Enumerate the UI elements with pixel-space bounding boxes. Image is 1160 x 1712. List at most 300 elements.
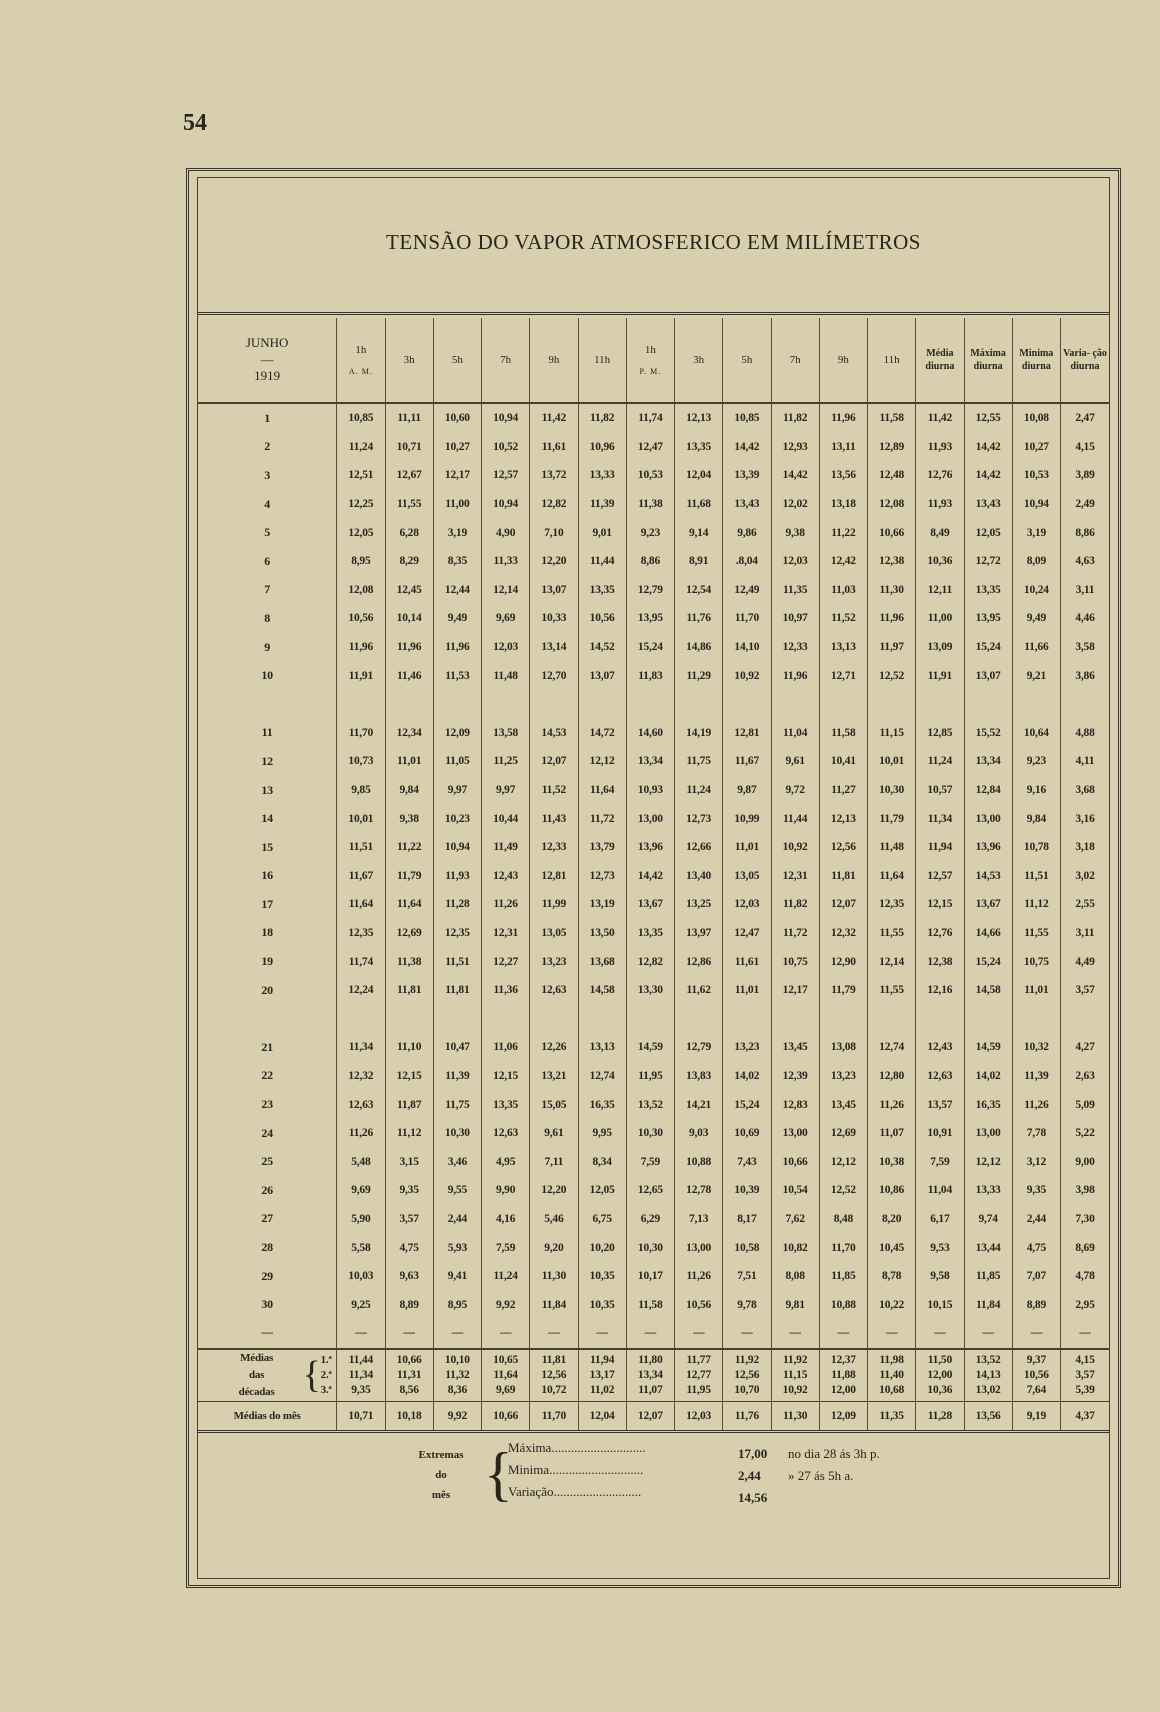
day-number: 3 (264, 467, 271, 482)
value-cell: 10,27 (433, 433, 481, 462)
value-cell: 12,04 (675, 461, 723, 490)
value-cell: 10,35 (578, 1262, 626, 1291)
value-cell: 11,29 (675, 661, 723, 690)
value-cell: 9,23 (1012, 747, 1060, 776)
value-cell: 10,52 (482, 433, 530, 462)
value-cell: 13,23 (530, 947, 578, 976)
value-cell: 15,24 (964, 633, 1012, 662)
value-cell: 9,23 (626, 518, 674, 547)
day-number: 14 (261, 811, 273, 826)
value-cell: 10,66 (771, 1147, 819, 1176)
value-cell: 12,35 (868, 890, 916, 919)
day-number: 18 (261, 925, 273, 940)
value-cell: 12,24 (337, 976, 385, 1005)
value-cell: 12,03 (771, 547, 819, 576)
value-cell: 8,95 (337, 547, 385, 576)
value-cell: 9,61 (771, 747, 819, 776)
dash-cell: — (578, 1319, 626, 1349)
value-cell: 11,07 (868, 1119, 916, 1148)
value-cell: 12,33 (771, 633, 819, 662)
value-cell: 14,86 (675, 633, 723, 662)
value-cell: 6,17 (916, 1205, 964, 1234)
value-cell: 12,13 (675, 403, 723, 433)
value-cell: 8,09 (1012, 547, 1060, 576)
value-cell: 11,58 (819, 719, 867, 748)
value-cell: 14,58 (578, 976, 626, 1005)
value-cell: 12,52 (868, 661, 916, 690)
value-cell: 12,55 (964, 403, 1012, 433)
gap-cell (1012, 690, 1060, 719)
value-cell: 13,40 (675, 862, 723, 891)
day-number: 22 (261, 1068, 273, 1083)
value-cell: 14,59 (626, 1033, 674, 1062)
value-cell: 14,60 (626, 719, 674, 748)
value-cell: 12,20 (530, 547, 578, 576)
value-cell: 11,39 (578, 490, 626, 519)
value-cell: 11,72 (578, 804, 626, 833)
dash-cell: — (964, 1319, 1012, 1349)
value-cell: 12,15 (385, 1062, 433, 1091)
day-number: 16 (261, 868, 273, 883)
value-cell: 10,23 (433, 804, 481, 833)
dash-cell: — (723, 1319, 771, 1349)
value-cell: 10,88 (675, 1147, 723, 1176)
extremes-brace: { (484, 1441, 513, 1507)
column-header: 3h (385, 318, 433, 403)
value-cell: 11,94 (916, 833, 964, 862)
value-cell: 13,58 (482, 719, 530, 748)
month-header (198, 318, 337, 403)
value-cell: 13,95 (964, 604, 1012, 633)
table-row (198, 1290, 1109, 1319)
value-cell: 12,76 (916, 461, 964, 490)
decade-means-cell: 13,52 14,13 13,02 (964, 1349, 1012, 1402)
value-cell: 9,25 (337, 1290, 385, 1319)
gap-cell (819, 1004, 867, 1033)
value-cell: 11,96 (337, 633, 385, 662)
decade-means-cell: 11,50 12,00 10,36 (916, 1349, 964, 1402)
value-cell: 8,78 (868, 1262, 916, 1291)
day-number: 19 (261, 954, 273, 969)
value-cell: 11,11 (385, 403, 433, 433)
value-cell: 11,74 (626, 403, 674, 433)
header-row (198, 318, 1109, 403)
value-cell: 11,61 (723, 947, 771, 976)
value-cell: 11,01 (1012, 976, 1060, 1005)
value-cell: 2,55 (1061, 890, 1110, 919)
value-cell: 16,35 (964, 1090, 1012, 1119)
value-cell: 12,11 (916, 576, 964, 605)
value-cell: 12,08 (337, 576, 385, 605)
value-cell: 13,13 (578, 1033, 626, 1062)
gap-cell (385, 690, 433, 719)
table-row (198, 403, 1109, 433)
table-row (198, 1233, 1109, 1262)
gap-cell (530, 690, 578, 719)
day-number: 30 (261, 1297, 273, 1312)
value-cell: 8,91 (675, 547, 723, 576)
value-cell: 12,89 (868, 433, 916, 462)
value-cell: 3,02 (1061, 862, 1110, 891)
value-cell: 12,02 (771, 490, 819, 519)
value-cell: 14,66 (964, 919, 1012, 948)
monthly-means-cell: 10,66 (482, 1401, 530, 1432)
value-cell: 10,17 (626, 1262, 674, 1291)
value-cell: 7,43 (723, 1147, 771, 1176)
gap-cell (1061, 690, 1110, 719)
value-cell: 9,84 (1012, 804, 1060, 833)
value-cell: 13,97 (675, 919, 723, 948)
value-cell: 11,48 (868, 833, 916, 862)
value-cell: 9,16 (1012, 776, 1060, 805)
table-row (198, 518, 1109, 547)
value-cell: 13,35 (482, 1090, 530, 1119)
value-cell: 14,10 (723, 633, 771, 662)
value-cell: 10,20 (578, 1233, 626, 1262)
value-cell: 14,52 (578, 633, 626, 662)
value-cell: 6,29 (626, 1205, 674, 1234)
value-cell: 9,81 (771, 1290, 819, 1319)
value-cell: 11,48 (482, 661, 530, 690)
value-cell: 9,49 (1012, 604, 1060, 633)
value-cell: 11,64 (337, 890, 385, 919)
decade-label-line: décadas (238, 1385, 275, 1398)
value-cell: 13,83 (675, 1062, 723, 1091)
value-cell: 13,35 (626, 919, 674, 948)
value-cell: 12,42 (819, 547, 867, 576)
value-cell: 11,81 (819, 862, 867, 891)
value-cell: 9,86 (723, 518, 771, 547)
gap-cell (771, 1004, 819, 1033)
value-cell: 11,22 (819, 518, 867, 547)
value-cell: 11,93 (916, 490, 964, 519)
column-header: 9h (819, 318, 867, 403)
value-cell: 11,52 (530, 776, 578, 805)
extreme-max: Máxima............................. 17,00 no dia 28 ás 3h p. (508, 1440, 880, 1461)
monthly-means-cell: 12,07 (626, 1401, 674, 1432)
value-cell: 11,24 (337, 433, 385, 462)
value-cell: 9,69 (482, 604, 530, 633)
value-cell: 10,94 (482, 490, 530, 519)
value-cell: 11,01 (723, 976, 771, 1005)
value-cell: 9,97 (433, 776, 481, 805)
value-cell: 12,67 (385, 461, 433, 490)
value-cell: 11,42 (530, 403, 578, 433)
gap-cell (916, 1004, 964, 1033)
gap-cell (198, 1004, 337, 1033)
value-cell: 10,44 (482, 804, 530, 833)
value-cell: 10,08 (1012, 403, 1060, 433)
value-cell: 11,15 (868, 719, 916, 748)
value-cell: 12,63 (530, 976, 578, 1005)
value-cell: 10,35 (578, 1290, 626, 1319)
column-header: Varia- ção diurna (1061, 318, 1110, 403)
value-cell: 15,24 (723, 1090, 771, 1119)
title-divider (198, 312, 1109, 315)
extreme-variation: Variação........................... 14,56 (508, 1484, 768, 1505)
value-cell: 13,00 (771, 1119, 819, 1148)
value-cell: 14,42 (964, 433, 1012, 462)
value-cell: 10,92 (771, 833, 819, 862)
value-cell: 12,05 (578, 1176, 626, 1205)
value-cell: 10,69 (723, 1119, 771, 1148)
decade-means-cell: 11,44 11,34 9,35 (337, 1349, 385, 1402)
value-cell: 11,55 (868, 919, 916, 948)
value-cell: 10,14 (385, 604, 433, 633)
value-cell: 14,42 (626, 862, 674, 891)
value-cell: 10,27 (1012, 433, 1060, 462)
value-cell: 12,63 (482, 1119, 530, 1148)
value-cell: 10,38 (868, 1147, 916, 1176)
value-cell: 12,14 (868, 947, 916, 976)
decade-label-line: das (248, 1368, 265, 1381)
dash-cell: — (868, 1319, 916, 1349)
value-cell: 8,69 (1061, 1233, 1110, 1262)
value-cell: 12,07 (530, 747, 578, 776)
value-cell: 11,28 (433, 890, 481, 919)
value-cell: 11,34 (916, 804, 964, 833)
value-cell: 11,64 (578, 776, 626, 805)
value-cell: 10,96 (578, 433, 626, 462)
day-number: 23 (261, 1097, 273, 1112)
decade-means-cell: 11,92 12,56 10,70 (723, 1349, 771, 1402)
value-cell: 15,52 (964, 719, 1012, 748)
value-cell: 12,03 (482, 633, 530, 662)
value-cell: 9,14 (675, 518, 723, 547)
value-cell: 13,30 (626, 976, 674, 1005)
table-row (198, 1119, 1109, 1148)
value-cell: 8,20 (868, 1205, 916, 1234)
value-cell: 10,92 (723, 661, 771, 690)
monthly-means-cell: 11,70 (530, 1401, 578, 1432)
value-cell: 14,21 (675, 1090, 723, 1119)
value-cell: 12,81 (723, 719, 771, 748)
dash-cell: — (1061, 1319, 1110, 1349)
value-cell: 13,07 (530, 576, 578, 605)
value-cell: 11,75 (675, 747, 723, 776)
value-cell: 11,70 (723, 604, 771, 633)
day-number: 11 (261, 725, 273, 740)
value-cell: 11,79 (819, 976, 867, 1005)
monthly-means-row (198, 1401, 1109, 1432)
column-header: 9h (530, 318, 578, 403)
value-cell: 5,58 (337, 1233, 385, 1262)
value-cell: 12,17 (771, 976, 819, 1005)
value-cell: 13,45 (771, 1033, 819, 1062)
value-cell: 11,91 (916, 661, 964, 690)
value-cell: 9,69 (337, 1176, 385, 1205)
value-cell: 11,25 (482, 747, 530, 776)
value-cell: 11,26 (868, 1090, 916, 1119)
value-cell: 3,57 (385, 1205, 433, 1234)
monthly-means-cell: 4,37 (1061, 1401, 1110, 1432)
value-cell: 5,90 (337, 1205, 385, 1234)
gap-cell (723, 1004, 771, 1033)
value-cell: 4,95 (482, 1147, 530, 1176)
gap-cell (385, 1004, 433, 1033)
value-cell: 13,72 (530, 461, 578, 490)
value-cell: 12,76 (916, 919, 964, 948)
month-year: 1919 (254, 368, 281, 384)
value-cell: 4,46 (1061, 604, 1110, 633)
value-cell: 13,21 (530, 1062, 578, 1091)
value-cell: 12,65 (626, 1176, 674, 1205)
value-cell: 9,58 (916, 1262, 964, 1291)
decade-ordinal: 2.ª (320, 1368, 332, 1381)
value-cell: 10,64 (1012, 719, 1060, 748)
value-cell: 12,48 (868, 461, 916, 490)
table-row (198, 947, 1109, 976)
value-cell: 9,53 (916, 1233, 964, 1262)
value-cell: 11,24 (675, 776, 723, 805)
dash-cell: — (916, 1319, 964, 1349)
value-cell: 4,63 (1061, 547, 1110, 576)
value-cell: 10,30 (626, 1119, 674, 1148)
value-cell: 11,30 (868, 576, 916, 605)
value-cell: 12,49 (723, 576, 771, 605)
monthly-means-cell: 12,04 (578, 1401, 626, 1432)
value-cell: 13,43 (723, 490, 771, 519)
value-cell: 12,45 (385, 576, 433, 605)
table-row (198, 1090, 1109, 1119)
value-cell: 5,09 (1061, 1090, 1110, 1119)
value-cell: 10,58 (723, 1233, 771, 1262)
value-cell: 12,12 (578, 747, 626, 776)
value-cell: 6,28 (385, 518, 433, 547)
value-cell: 9,63 (385, 1262, 433, 1291)
monthly-means-cell: 12,03 (675, 1401, 723, 1432)
dash-cell: — (261, 1327, 273, 1340)
value-cell: 12,81 (530, 862, 578, 891)
gap-cell (868, 1004, 916, 1033)
value-cell: 12,33 (530, 833, 578, 862)
value-cell: 12,15 (482, 1062, 530, 1091)
value-cell: 10,60 (433, 403, 481, 433)
value-cell: 7,51 (723, 1262, 771, 1291)
gap-cell (337, 1004, 385, 1033)
value-cell: 11,52 (819, 604, 867, 633)
value-cell: 10,30 (626, 1233, 674, 1262)
value-cell: 13,67 (626, 890, 674, 919)
value-cell: 10,39 (723, 1176, 771, 1205)
value-cell: 10,57 (916, 776, 964, 805)
value-cell: 13,18 (819, 490, 867, 519)
value-cell: 11,95 (626, 1062, 674, 1091)
value-cell: 11,24 (916, 747, 964, 776)
value-cell: 11,01 (723, 833, 771, 862)
value-cell: 11,96 (771, 661, 819, 690)
value-cell: 12,78 (675, 1176, 723, 1205)
value-cell: 10,36 (916, 547, 964, 576)
gap-cell (626, 1004, 674, 1033)
dash-cell: — (482, 1319, 530, 1349)
value-cell: 9,95 (578, 1119, 626, 1148)
value-cell: 14,19 (675, 719, 723, 748)
extreme-min: Minima............................. 2,44 » 27 ás 5h a. (508, 1462, 854, 1483)
value-cell: 4,90 (482, 518, 530, 547)
value-cell: 11,85 (964, 1262, 1012, 1291)
value-cell: 11,91 (337, 661, 385, 690)
value-cell: 12,57 (916, 862, 964, 891)
value-cell: 12,27 (482, 947, 530, 976)
value-cell: 12,73 (578, 862, 626, 891)
day-number: 2 (264, 439, 271, 454)
value-cell: 11,51 (337, 833, 385, 862)
value-cell: 3,68 (1061, 776, 1110, 805)
value-cell: 11,97 (868, 633, 916, 662)
value-cell: 13,00 (964, 1119, 1012, 1148)
value-cell: 13,45 (819, 1090, 867, 1119)
value-cell: 12,38 (868, 547, 916, 576)
value-cell: 13,44 (964, 1233, 1012, 1262)
value-cell: 11,27 (819, 776, 867, 805)
value-cell: 11,67 (337, 862, 385, 891)
month-name: JUNHO (245, 334, 289, 350)
value-cell: 13,05 (723, 862, 771, 891)
value-cell: 9,01 (578, 518, 626, 547)
value-cell: 12,63 (337, 1090, 385, 1119)
value-cell: 13,95 (626, 604, 674, 633)
value-cell: 9,00 (1061, 1147, 1110, 1176)
value-cell: 11,74 (337, 947, 385, 976)
value-cell: 10,75 (771, 947, 819, 976)
gap-cell (1061, 1004, 1110, 1033)
value-cell: 13,13 (819, 633, 867, 662)
value-cell: 11,39 (433, 1062, 481, 1091)
value-cell: 3,18 (1061, 833, 1110, 862)
value-cell: 11,58 (868, 403, 916, 433)
value-cell: 4,49 (1061, 947, 1110, 976)
monthly-means-cell: 12,09 (819, 1401, 867, 1432)
value-cell: 14,42 (723, 433, 771, 462)
value-cell: 14,59 (964, 1033, 1012, 1062)
table-row (198, 862, 1109, 891)
value-cell: 12,20 (530, 1176, 578, 1205)
value-cell: 13,96 (964, 833, 1012, 862)
value-cell: 2,95 (1061, 1290, 1110, 1319)
value-cell: 11,51 (433, 947, 481, 976)
value-cell: 8,49 (916, 518, 964, 547)
value-cell: 12,54 (675, 576, 723, 605)
value-cell: 11,72 (771, 919, 819, 948)
value-cell: 13,35 (964, 576, 1012, 605)
value-cell: 7,30 (1061, 1205, 1110, 1234)
value-cell: 12,79 (675, 1033, 723, 1062)
column-header: 5h (723, 318, 771, 403)
value-cell: 11,36 (482, 976, 530, 1005)
value-cell: 10,97 (771, 604, 819, 633)
table-row (198, 976, 1109, 1005)
value-cell: 4,75 (1012, 1233, 1060, 1262)
value-cell: 11,76 (675, 604, 723, 633)
value-cell: 12,82 (626, 947, 674, 976)
value-cell: 13,07 (964, 661, 1012, 690)
value-cell: 13,33 (578, 461, 626, 490)
value-cell: 12,39 (771, 1062, 819, 1091)
decade-means-cell: 10,65 11,64 9,69 (482, 1349, 530, 1402)
value-cell: 8,89 (385, 1290, 433, 1319)
value-cell: 11,53 (433, 661, 481, 690)
value-cell: 10,88 (819, 1290, 867, 1319)
value-cell: 3,86 (1061, 661, 1110, 690)
value-cell: 11,43 (530, 804, 578, 833)
value-cell: 9,87 (723, 776, 771, 805)
value-cell: 12,35 (433, 919, 481, 948)
value-cell: 4,78 (1061, 1262, 1110, 1291)
day-number: 8 (264, 610, 271, 625)
value-cell: 10,73 (337, 747, 385, 776)
table-row (198, 1033, 1109, 1062)
